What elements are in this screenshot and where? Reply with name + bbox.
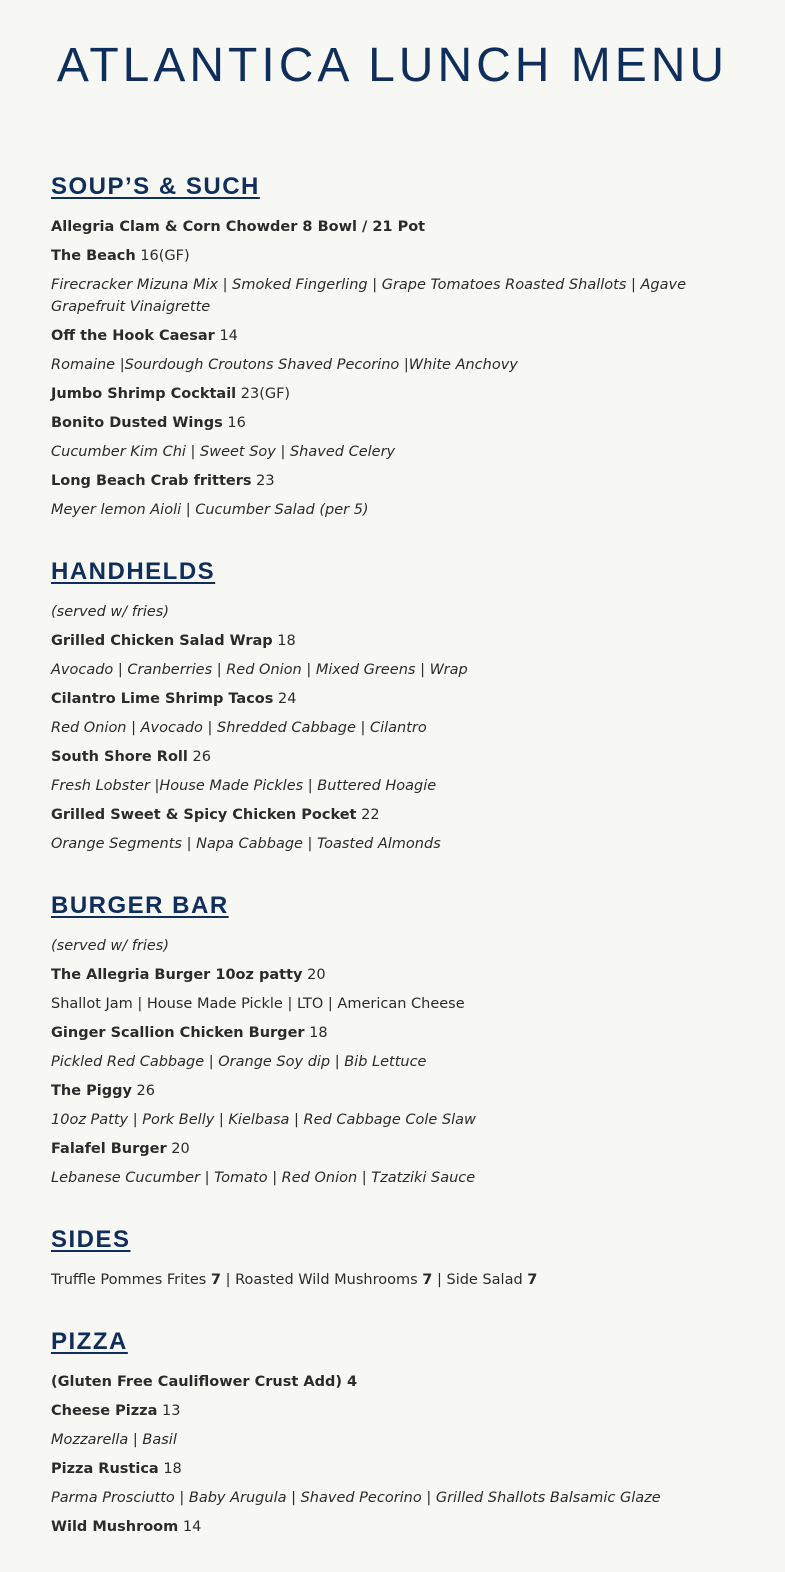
menu-item bbox=[51, 1516, 741, 1538]
item-description: Avocado | Cranberries | Red Onion | Mixed Greens | Wrap bbox=[51, 662, 468, 678]
menu-item bbox=[51, 325, 741, 347]
item-price: 23 bbox=[256, 473, 275, 489]
item-description: Pickled Red Cabbage | Orange Soy dip | Bib Lettuce bbox=[51, 1054, 427, 1070]
side-price: 7 bbox=[422, 1272, 433, 1288]
section-heading-handhelds: HANDHELDS bbox=[51, 558, 216, 585]
item-name: Long Beach Crab fritters bbox=[51, 473, 252, 489]
side-name: Truffle Pommes Frites bbox=[51, 1272, 207, 1288]
pizza-items bbox=[51, 1371, 741, 1538]
item-name: Ginger Scallion Chicken Burger bbox=[51, 1025, 305, 1041]
item-description: Parma Prosciutto | Baby Arugula | Shaved Pecorino | Grilled Shallots Balsamic Glaze bbox=[51, 1490, 661, 1506]
section-heading-pizza: PIZZA bbox=[51, 1328, 128, 1355]
item-price: 20 bbox=[307, 967, 326, 983]
item-description: Orange Segments | Napa Cabbage | Toasted Almonds bbox=[51, 836, 441, 852]
item-name: Cilantro Lime Shrimp Tacos bbox=[51, 691, 274, 707]
side-price: 7 bbox=[527, 1272, 538, 1288]
item-price: 13 bbox=[162, 1403, 181, 1419]
item-description: Lebanese Cucumber | Tomato | Red Onion | Tzatziki Sauce bbox=[51, 1170, 476, 1186]
menu-item bbox=[51, 1080, 741, 1102]
menu-item bbox=[51, 688, 741, 710]
item-name: Off the Hook Caesar bbox=[51, 328, 215, 344]
section-burgers bbox=[51, 889, 741, 1189]
item-name: The Allegria Burger 10oz patty bbox=[51, 967, 303, 983]
sides-line: Truffle Pommes Frites 7 | Roasted Wild Mushrooms 7 | Side Salad 7 bbox=[51, 1272, 538, 1288]
item-name: Grilled Chicken Salad Wrap bbox=[51, 633, 273, 649]
burgers-note: (served w/ fries) bbox=[51, 938, 169, 954]
item-price: 16(GF) bbox=[140, 248, 190, 264]
section-heading-soups: SOUP’S & SUCH bbox=[51, 173, 260, 200]
item-name: South Shore Roll bbox=[51, 749, 188, 765]
section-heading-burgers: BURGER BAR bbox=[51, 892, 229, 919]
item-name: Bonito Dusted Wings bbox=[51, 415, 223, 431]
menu-item bbox=[51, 964, 741, 986]
menu-item bbox=[51, 245, 741, 267]
section-sides bbox=[51, 1223, 741, 1291]
menu-item bbox=[51, 216, 741, 238]
item-price: 24 bbox=[278, 691, 297, 707]
menu-item bbox=[51, 746, 741, 768]
side-name: Side Salad bbox=[446, 1272, 523, 1288]
menu-item bbox=[51, 383, 741, 405]
menu-item bbox=[51, 1022, 741, 1044]
item-description: Mozzarella | Basil bbox=[51, 1432, 177, 1448]
menu-item bbox=[51, 804, 741, 826]
item-price: 20 bbox=[171, 1141, 190, 1157]
item-price: 16 bbox=[227, 415, 246, 431]
section-handhelds bbox=[51, 555, 741, 855]
item-price: 14 bbox=[182, 1519, 202, 1535]
menu-item bbox=[51, 1138, 741, 1160]
item-name: Grilled Sweet & Spicy Chicken Pocket bbox=[51, 807, 357, 823]
menu-item bbox=[51, 1458, 741, 1480]
item-name: Falafel Burger bbox=[51, 1141, 167, 1157]
menu-title: ATLANTICA LUNCH MENU bbox=[56, 39, 729, 92]
item-price: 22 bbox=[361, 807, 380, 823]
section-soups bbox=[51, 170, 741, 521]
item-name: Allegria Clam & Corn Chowder 8 Bowl / 21 Pot bbox=[51, 219, 426, 235]
menu-item bbox=[51, 1400, 741, 1422]
item-name: Wild Mushroom bbox=[51, 1519, 179, 1535]
item-description: Red Onion | Avocado | Shredded Cabbage | Cilantro bbox=[51, 720, 427, 736]
side-name: Roasted Wild Mushrooms bbox=[235, 1272, 418, 1288]
item-name: (Gluten Free Cauliflower Crust Add) 4 bbox=[51, 1374, 358, 1390]
menu-item bbox=[51, 412, 741, 434]
soups-items bbox=[51, 216, 741, 521]
menu-item bbox=[51, 630, 741, 652]
item-price: 14 bbox=[219, 328, 238, 344]
handhelds-items bbox=[51, 630, 741, 855]
item-price: 18 bbox=[277, 633, 296, 649]
section-heading-sides: SIDES bbox=[51, 1226, 131, 1253]
item-description: 10oz Patty | Pork Belly | Kielbasa | Red Cabbage Cole Slaw bbox=[51, 1112, 476, 1128]
item-name: Jumbo Shrimp Cocktail bbox=[51, 386, 237, 402]
menu-item bbox=[51, 470, 741, 492]
item-name: The Beach bbox=[51, 248, 136, 264]
item-name: Pizza Rustica bbox=[51, 1461, 159, 1477]
item-description: Shallot Jam | House Made Pickle | LTO | American Cheese bbox=[51, 996, 465, 1012]
item-name: The Piggy bbox=[51, 1083, 132, 1099]
item-name: Cheese Pizza bbox=[51, 1403, 158, 1419]
item-description: Fresh Lobster |House Made Pickles | Buttered Hoagie bbox=[51, 778, 437, 794]
item-description: Firecracker Mizuna Mix | Smoked Fingerling | Grape Tomatoes Roasted Shallots | Agave Grapefruit Vinaigrette bbox=[51, 277, 686, 315]
menu-item bbox=[51, 1371, 741, 1393]
menu-content bbox=[51, 170, 741, 1572]
item-description: Meyer lemon Aioli | Cucumber Salad (per 5) bbox=[51, 502, 369, 518]
item-price: 26 bbox=[192, 749, 211, 765]
item-price: 23(GF) bbox=[240, 386, 291, 402]
handhelds-note: (served w/ fries) bbox=[51, 604, 169, 620]
section-pizza bbox=[51, 1325, 741, 1538]
side-price: 7 bbox=[210, 1272, 221, 1288]
item-price: 26 bbox=[136, 1083, 155, 1099]
item-price: 18 bbox=[163, 1461, 182, 1477]
item-price: 18 bbox=[309, 1025, 328, 1041]
item-description: Cucumber Kim Chi | Sweet Soy | Shaved Celery bbox=[51, 444, 396, 460]
item-description: Romaine |Sourdough Croutons Shaved Pecorino |White Anchovy bbox=[51, 357, 518, 373]
burgers-items bbox=[51, 964, 741, 1189]
